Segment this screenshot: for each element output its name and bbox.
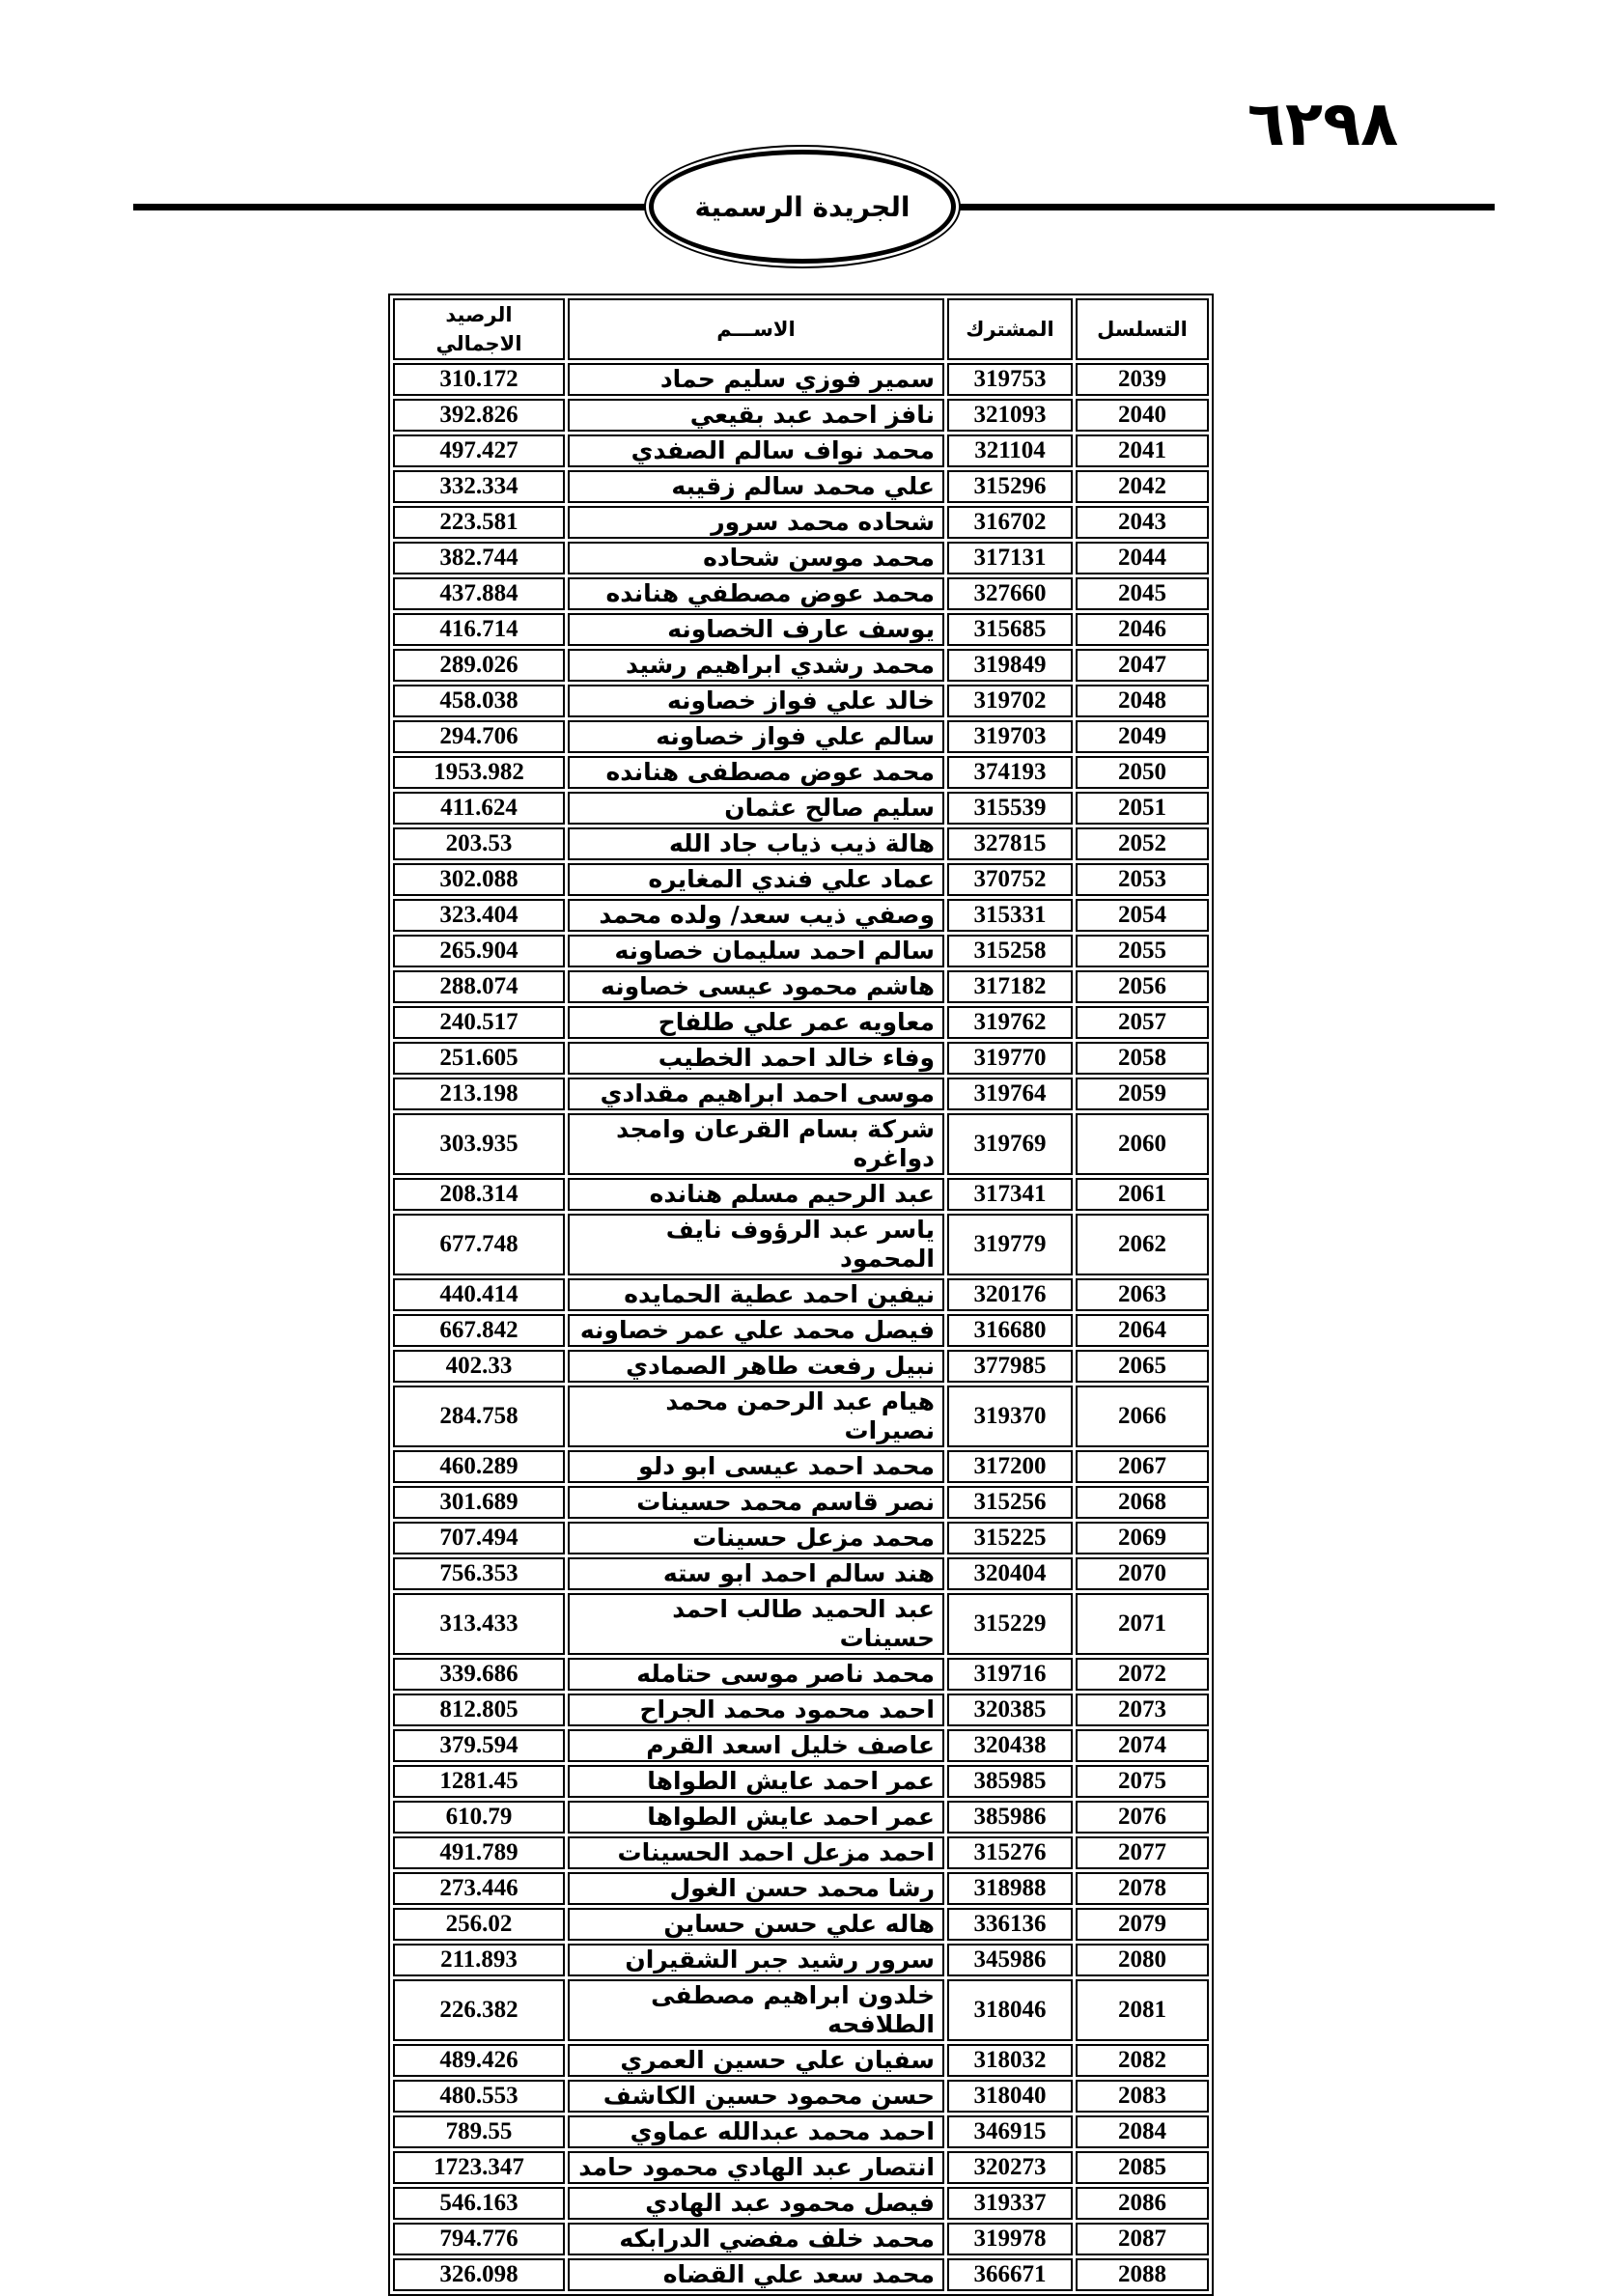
- subscriber-cell: 345986: [947, 1944, 1073, 1976]
- table-row: [393, 1658, 1209, 1691]
- balance-cell: 546.163: [393, 2187, 565, 2220]
- name-cell: شركة بسام القرعان وامجد دواغره: [568, 1113, 944, 1175]
- sequence-cell: 2063: [1076, 1278, 1209, 1311]
- name-cell: ياسر عبد الرؤوف نايف المحمود: [568, 1214, 944, 1275]
- name-cell: انتصار عبد الهادي محمود حامد: [568, 2151, 944, 2184]
- name-cell: محمد عوض مصطفى هنانده: [568, 756, 944, 789]
- name-cell: نبيل رفعت طاهر الصمادي: [568, 1350, 944, 1383]
- name-cell: عمر احمد عايش الطواها: [568, 1801, 944, 1834]
- sequence-cell: 2042: [1076, 470, 1209, 503]
- subscriber-cell: 346915: [947, 2115, 1073, 2148]
- balance-cell: 416.714: [393, 613, 565, 646]
- sequence-cell: 2050: [1076, 756, 1209, 789]
- balance-cell: 284.758: [393, 1386, 565, 1447]
- balance-cell: 491.789: [393, 1836, 565, 1869]
- subscriber-cell: 319764: [947, 1078, 1073, 1110]
- name-cell: وفاء خالد احمد الخطيب: [568, 1042, 944, 1075]
- balance-cell: 1281.45: [393, 1765, 565, 1798]
- sequence-cell: 2079: [1076, 1908, 1209, 1941]
- balance-cell: 812.805: [393, 1694, 565, 1726]
- sequence-cell: 2071: [1076, 1593, 1209, 1655]
- name-cell: نصر قاسم محمد حسينات: [568, 1486, 944, 1519]
- table-header-row: [393, 298, 1209, 360]
- balance-cell: 332.334: [393, 470, 565, 503]
- balance-cell: 458.038: [393, 685, 565, 717]
- name-cell: محمد عوض مصطفي هنانده: [568, 577, 944, 610]
- balance-cell: 302.088: [393, 863, 565, 896]
- sequence-cell: 2046: [1076, 613, 1209, 646]
- table-row: [393, 935, 1209, 967]
- column-header-name: الاســـم: [568, 298, 944, 360]
- table-row: [393, 649, 1209, 682]
- sequence-cell: 2044: [1076, 542, 1209, 574]
- page-number: ٦٢٩٨: [1247, 89, 1399, 160]
- balance-cell: 256.02: [393, 1908, 565, 1941]
- sequence-cell: 2076: [1076, 1801, 1209, 1834]
- sequence-cell: 2056: [1076, 970, 1209, 1003]
- sequence-cell: 2052: [1076, 827, 1209, 860]
- subscriber-cell: 370752: [947, 863, 1073, 896]
- subscriber-cell: 319762: [947, 1006, 1073, 1039]
- table-row: [393, 399, 1209, 432]
- subscriber-cell: 374193: [947, 756, 1073, 789]
- name-cell: عبد الحميد طالب احمد حسينات: [568, 1593, 944, 1655]
- table-row: [393, 2044, 1209, 2077]
- balance-cell: 707.494: [393, 1522, 565, 1554]
- sequence-cell: 2067: [1076, 1450, 1209, 1483]
- sequence-cell: 2053: [1076, 863, 1209, 896]
- balance-cell: 294.706: [393, 720, 565, 753]
- balance-cell: 326.098: [393, 2258, 565, 2291]
- table-row: [393, 720, 1209, 753]
- name-cell: نافز احمد عبد بقيعي: [568, 399, 944, 432]
- table-row: [393, 1593, 1209, 1655]
- name-cell: هند سالم احمد ابو سته: [568, 1557, 944, 1590]
- subscriber-cell: 317200: [947, 1450, 1073, 1483]
- balance-cell: 273.446: [393, 1872, 565, 1905]
- subscriber-cell: 319702: [947, 685, 1073, 717]
- table-row: [393, 1350, 1209, 1383]
- publication-title: الجريدة الرسمية: [694, 190, 911, 223]
- table-row: [393, 685, 1209, 717]
- name-cell: موسى احمد ابراهيم مقدادي: [568, 1078, 944, 1110]
- subscriber-cell: 385985: [947, 1765, 1073, 1798]
- table-row: [393, 577, 1209, 610]
- table-row: [393, 1178, 1209, 1211]
- subscriber-cell: 319703: [947, 720, 1073, 753]
- sequence-cell: 2061: [1076, 1178, 1209, 1211]
- table-row: [393, 542, 1209, 574]
- column-header-subscriber: المشترك: [947, 298, 1073, 360]
- publication-title-oval: [649, 150, 956, 264]
- name-cell: خالد علي فواز خصاونه: [568, 685, 944, 717]
- balance-cell: 789.55: [393, 2115, 565, 2148]
- table-row: [393, 899, 1209, 932]
- table-row: [393, 1557, 1209, 1590]
- table-row: [393, 1872, 1209, 1905]
- name-cell: معاويه عمر علي طلفاح: [568, 1006, 944, 1039]
- subscriber-cell: 385986: [947, 1801, 1073, 1834]
- subscriber-cell: 317341: [947, 1178, 1073, 1211]
- subscriber-cell: 317182: [947, 970, 1073, 1003]
- subscriber-cell: 319337: [947, 2187, 1073, 2220]
- balance-cell: 301.689: [393, 1486, 565, 1519]
- sequence-cell: 2065: [1076, 1350, 1209, 1383]
- sequence-cell: 2082: [1076, 2044, 1209, 2077]
- balance-cell: 379.594: [393, 1729, 565, 1762]
- balance-cell: 794.776: [393, 2223, 565, 2255]
- table-row: [393, 1113, 1209, 1175]
- table-row: [393, 1694, 1209, 1726]
- subscriber-cell: 318046: [947, 1979, 1073, 2041]
- sequence-cell: 2086: [1076, 2187, 1209, 2220]
- table-row: [393, 1836, 1209, 1869]
- subscriber-cell: 315539: [947, 792, 1073, 825]
- table-row: [393, 1979, 1209, 2041]
- sequence-cell: 2075: [1076, 1765, 1209, 1798]
- name-cell: رشا محمد حسن الغول: [568, 1872, 944, 1905]
- name-cell: هالة ذيب ذياب جاد الله: [568, 827, 944, 860]
- table-row: [393, 363, 1209, 396]
- balance-cell: 310.172: [393, 363, 565, 396]
- subscriber-cell: 320385: [947, 1694, 1073, 1726]
- name-cell: عماد علي فندي المغايره: [568, 863, 944, 896]
- name-cell: سالم احمد سليمان خصاونه: [568, 935, 944, 967]
- sequence-cell: 2081: [1076, 1979, 1209, 2041]
- balance-cell: 313.433: [393, 1593, 565, 1655]
- table-row: [393, 1042, 1209, 1075]
- table-row: [393, 470, 1209, 503]
- balance-cell: 497.427: [393, 434, 565, 467]
- subscriber-cell: 336136: [947, 1908, 1073, 1941]
- subscriber-cell: 319769: [947, 1113, 1073, 1175]
- name-cell: محمد احمد عيسى ابو دلو: [568, 1450, 944, 1483]
- sequence-cell: 2049: [1076, 720, 1209, 753]
- subscriber-cell: 316702: [947, 506, 1073, 539]
- balance-cell: 480.553: [393, 2080, 565, 2113]
- table-row: [393, 1522, 1209, 1554]
- sequence-cell: 2080: [1076, 1944, 1209, 1976]
- balance-cell: 226.382: [393, 1979, 565, 2041]
- table-row: [393, 2258, 1209, 2291]
- name-cell: محمد موسن شحاده: [568, 542, 944, 574]
- sequence-cell: 2064: [1076, 1314, 1209, 1347]
- name-cell: عبد الرحيم مسلم هنانده: [568, 1178, 944, 1211]
- table-row: [393, 2187, 1209, 2220]
- name-cell: هاشم محمود عيسى خصاونه: [568, 970, 944, 1003]
- table-row: [393, 792, 1209, 825]
- subscriber-cell: 315331: [947, 899, 1073, 932]
- name-cell: محمد ناصر موسى حتامله: [568, 1658, 944, 1691]
- name-cell: يوسف عارف الخصاونه: [568, 613, 944, 646]
- table-row: [393, 2223, 1209, 2255]
- sequence-cell: 2055: [1076, 935, 1209, 967]
- name-cell: محمد سعد علي القضاه: [568, 2258, 944, 2291]
- balance-cell: 440.414: [393, 1278, 565, 1311]
- subscriber-cell: 319849: [947, 649, 1073, 682]
- subscriber-cell: 327815: [947, 827, 1073, 860]
- name-cell: سالم علي فواز خصاونه: [568, 720, 944, 753]
- table-row: [393, 1078, 1209, 1110]
- balance-cell: 223.581: [393, 506, 565, 539]
- balance-cell: 213.198: [393, 1078, 565, 1110]
- table-row: [393, 756, 1209, 789]
- sequence-cell: 2041: [1076, 434, 1209, 467]
- name-cell: حسن محمود حسين الكاشف: [568, 2080, 944, 2113]
- subscriber-cell: 315296: [947, 470, 1073, 503]
- sequence-cell: 2085: [1076, 2151, 1209, 2184]
- table-row: [393, 506, 1209, 539]
- name-cell: سليم صالح عثمان: [568, 792, 944, 825]
- subscriber-cell: 315256: [947, 1486, 1073, 1519]
- subscriber-cell: 320273: [947, 2151, 1073, 2184]
- sequence-cell: 2083: [1076, 2080, 1209, 2113]
- subscriber-cell: 321104: [947, 434, 1073, 467]
- table-row: [393, 863, 1209, 896]
- subscriber-cell: 327660: [947, 577, 1073, 610]
- sequence-cell: 2072: [1076, 1658, 1209, 1691]
- balance-cell: 437.884: [393, 577, 565, 610]
- name-cell: هيام عبد الرحمن محمد نصيرات: [568, 1386, 944, 1447]
- balance-cell: 339.686: [393, 1658, 565, 1691]
- table-row: [393, 613, 1209, 646]
- table-row: [393, 1214, 1209, 1275]
- name-cell: وصفي ذيب سعد/ ولده محمد: [568, 899, 944, 932]
- sequence-cell: 2039: [1076, 363, 1209, 396]
- name-cell: نيفين احمد عطية الحمايده: [568, 1278, 944, 1311]
- sequence-cell: 2088: [1076, 2258, 1209, 2291]
- table-row: [393, 1944, 1209, 1976]
- subscriber-cell: 366671: [947, 2258, 1073, 2291]
- subscriber-cell: 315258: [947, 935, 1073, 967]
- table-row: [393, 2151, 1209, 2184]
- balance-cell: 382.744: [393, 542, 565, 574]
- subscriber-cell: 320404: [947, 1557, 1073, 1590]
- name-cell: سفيان علي حسين العمري: [568, 2044, 944, 2077]
- sequence-cell: 2084: [1076, 2115, 1209, 2148]
- table-row: [393, 970, 1209, 1003]
- balance-cell: 1953.982: [393, 756, 565, 789]
- table-row: [393, 1801, 1209, 1834]
- sequence-cell: 2066: [1076, 1386, 1209, 1447]
- table-row: [393, 2080, 1209, 2113]
- subscriber-cell: 318032: [947, 2044, 1073, 2077]
- subscriber-cell: 319716: [947, 1658, 1073, 1691]
- name-cell: فيصل محمد علي عمر خصاونه: [568, 1314, 944, 1347]
- sequence-cell: 2057: [1076, 1006, 1209, 1039]
- table-row: [393, 1729, 1209, 1762]
- sequence-cell: 2060: [1076, 1113, 1209, 1175]
- table-row: [393, 1450, 1209, 1483]
- column-header-sequence: التسلسل: [1076, 298, 1209, 360]
- balance-cell: 265.904: [393, 935, 565, 967]
- subscriber-cell: 315276: [947, 1836, 1073, 1869]
- balance-cell: 251.605: [393, 1042, 565, 1075]
- subscriber-cell: 315229: [947, 1593, 1073, 1655]
- balance-cell: 411.624: [393, 792, 565, 825]
- balance-cell: 460.289: [393, 1450, 565, 1483]
- sequence-cell: 2073: [1076, 1694, 1209, 1726]
- name-cell: هاله علي حسن حساين: [568, 1908, 944, 1941]
- table-row: [393, 434, 1209, 467]
- balance-cell: 289.026: [393, 649, 565, 682]
- name-cell: علي محمد سالم زقيبه: [568, 470, 944, 503]
- balance-cell: 1723.347: [393, 2151, 565, 2184]
- subscriber-cell: 319978: [947, 2223, 1073, 2255]
- sequence-cell: 2040: [1076, 399, 1209, 432]
- sequence-cell: 2043: [1076, 506, 1209, 539]
- subscriber-cell: 377985: [947, 1350, 1073, 1383]
- name-cell: احمد محمود محمد الجراح: [568, 1694, 944, 1726]
- column-header-balance: الرصيد الاجمالي: [393, 298, 565, 360]
- subscriber-cell: 320438: [947, 1729, 1073, 1762]
- subscriber-cell: 318040: [947, 2080, 1073, 2113]
- sequence-cell: 2074: [1076, 1729, 1209, 1762]
- balance-cell: 667.842: [393, 1314, 565, 1347]
- name-cell: احمد مزعل احمد الحسينات: [568, 1836, 944, 1869]
- name-cell: خلدون ابراهيم مصطفى الطلافحه: [568, 1979, 944, 2041]
- subscriber-cell: 315685: [947, 613, 1073, 646]
- name-cell: محمد مزعل حسينات: [568, 1522, 944, 1554]
- balance-cell: 288.074: [393, 970, 565, 1003]
- name-cell: عاصف خليل اسعد القرم: [568, 1729, 944, 1762]
- name-cell: سرور رشيد جبر الشقيران: [568, 1944, 944, 1976]
- balance-cell: 203.53: [393, 827, 565, 860]
- sequence-cell: 2048: [1076, 685, 1209, 717]
- sequence-cell: 2070: [1076, 1557, 1209, 1590]
- sequence-cell: 2062: [1076, 1214, 1209, 1275]
- subscribers-table: [388, 294, 1214, 2296]
- subscriber-cell: 319753: [947, 363, 1073, 396]
- name-cell: محمد نواف سالم الصفدي: [568, 434, 944, 467]
- balance-cell: 211.893: [393, 1944, 565, 1976]
- name-cell: محمد رشدي ابراهيم رشيد: [568, 649, 944, 682]
- table-row: [393, 2115, 1209, 2148]
- balance-cell: 402.33: [393, 1350, 565, 1383]
- balance-cell: 489.426: [393, 2044, 565, 2077]
- table-row: [393, 1486, 1209, 1519]
- table-row: [393, 1278, 1209, 1311]
- subscriber-cell: 319370: [947, 1386, 1073, 1447]
- sequence-cell: 2078: [1076, 1872, 1209, 1905]
- sequence-cell: 2087: [1076, 2223, 1209, 2255]
- subscriber-cell: 315225: [947, 1522, 1073, 1554]
- subscriber-cell: 317131: [947, 542, 1073, 574]
- balance-cell: 240.517: [393, 1006, 565, 1039]
- sequence-cell: 2058: [1076, 1042, 1209, 1075]
- table-row: [393, 1765, 1209, 1798]
- sequence-cell: 2069: [1076, 1522, 1209, 1554]
- sequence-cell: 2047: [1076, 649, 1209, 682]
- balance-cell: 610.79: [393, 1801, 565, 1834]
- table-row: [393, 1386, 1209, 1447]
- sequence-cell: 2059: [1076, 1078, 1209, 1110]
- name-cell: عمر احمد عايش الطواها: [568, 1765, 944, 1798]
- balance-cell: 756.353: [393, 1557, 565, 1590]
- sequence-cell: 2051: [1076, 792, 1209, 825]
- table-row: [393, 1908, 1209, 1941]
- subscriber-cell: 316680: [947, 1314, 1073, 1347]
- table-row: [393, 1006, 1209, 1039]
- name-cell: شحاده محمد سرور: [568, 506, 944, 539]
- table-row: [393, 1314, 1209, 1347]
- name-cell: فيصل محمود عبد الهادي: [568, 2187, 944, 2220]
- name-cell: احمد محمد عبدالله عماوي: [568, 2115, 944, 2148]
- subscriber-cell: 321093: [947, 399, 1073, 432]
- subscriber-cell: 318988: [947, 1872, 1073, 1905]
- sequence-cell: 2068: [1076, 1486, 1209, 1519]
- sequence-cell: 2054: [1076, 899, 1209, 932]
- balance-cell: 303.935: [393, 1113, 565, 1175]
- name-cell: سمير فوزي سليم حماد: [568, 363, 944, 396]
- balance-cell: 677.748: [393, 1214, 565, 1275]
- sequence-cell: 2077: [1076, 1836, 1209, 1869]
- balance-cell: 208.314: [393, 1178, 565, 1211]
- subscriber-cell: 320176: [947, 1278, 1073, 1311]
- name-cell: محمد خلف مفضي الدرابكه: [568, 2223, 944, 2255]
- subscriber-cell: 319770: [947, 1042, 1073, 1075]
- subscriber-cell: 319779: [947, 1214, 1073, 1275]
- balance-cell: 323.404: [393, 899, 565, 932]
- table-row: [393, 827, 1209, 860]
- sequence-cell: 2045: [1076, 577, 1209, 610]
- balance-cell: 392.826: [393, 399, 565, 432]
